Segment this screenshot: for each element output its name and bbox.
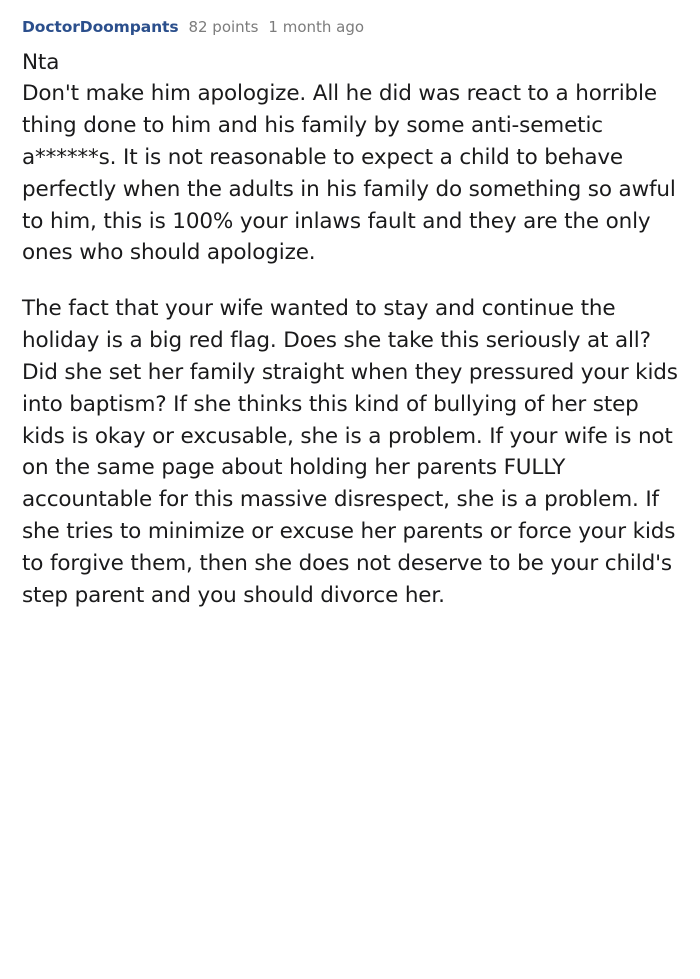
- comment-header: [22, 18, 678, 37]
- comment-timestamp: 1 month ago: [268, 18, 365, 36]
- comment-paragraph-verdict: Nta: [22, 49, 60, 75]
- comment-paragraph-1: Don't make him apologize. All he did was react to a horrible thing done to him and his family by some anti-semetic a******s. It is not reasonable to expect a child to behave perfectly when the adults in his family do something so awful to him, this is 100% your inlaws fault and they are the only ones who should apologize.: [22, 81, 676, 266]
- comment-paragraph-2: The fact that your wife wanted to stay and continue the holiday is a big red flag. Does she take this seriously at all? Did she set her family straight when they pressured your kids into baptism? If she thinks this kind of bullying of her step kids is okay or excusable, she is a problem. If your wife is not on the same page about holding her parents FULLY accountable for this massive disrespect, she is a problem. If she tries to minimize or excuse her parents or force your kids to forgive them, then she does not deserve to be your child's step parent and you should divorce her.: [22, 296, 678, 608]
- comment-body: [22, 47, 678, 612]
- comment-author-link[interactable]: DoctorDoompants: [22, 18, 179, 36]
- comment-points: 82 points: [188, 18, 259, 36]
